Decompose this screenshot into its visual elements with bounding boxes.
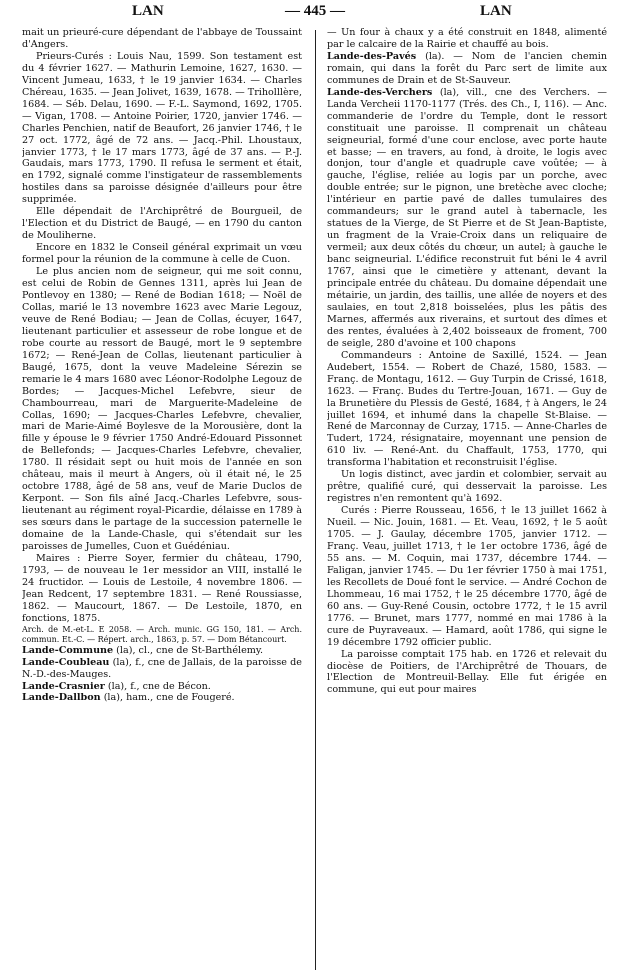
entry-headword: Lande-Dallbon <box>22 692 101 704</box>
paragraph-text: La paroisse comptait 175 hab. en 1726 et relevait du diocèse de Poitiers, de l'Archiprêtré de Thouars, de l'Election de Montreuil-Bellay. Elle fut érigée en commune, qui eut pour maires <box>327 648 607 696</box>
paragraph <box>22 266 302 553</box>
paragraph-text: Commandeurs : Antoine de Saxillé, 1524. — Jean Audebert, 1554. — Robert de Chazé, 1580, 1583. — Franç. de Montagu, 1612. — Guy Turpin de Crissé, 1618, 1623. — Franç. Budes du Tertre-Jouan, 1671. — Guy de la Brunetière du Plessis de Gesté, 1684, † à Angers, le 24 juillet 1694, et inhumé dans la chapelle St-Blaise. — René de Marconnay de Curzay, 1715. — Anne-Charles de Tudert, 1724, résignataire, moyennant une pension de 610 liv. — René-Ant. du Chaffault, 1753, 1770, qui transforma l'habitation et reconstruisit l'église. <box>327 349 607 469</box>
paragraph-text: (la), vill., cne des Verchers. — Landa Vercheii 1170-1177 (Trés. des Ch., I, 116). — Anc. commanderie de l'ordre du Temple, dont le ressort constituait une paroisse. Il comprenait un château seigneurial, formé d'une cour enclose, avec porte haute et basse; — en travers, au fond, à droite, le logis avec donjon, tour d'angle et quadruple cave voûtée; — à gauche, l'église, reliée au logis par un porche, avec double entrée; sur le pignon, une bretèche avec cloche; l'intérieur en partie pavé de dalles tumulaires des commandeurs; sur le grand autel à tabernacle, les statues de la Vierge, de St Pierre et de St Jean-Baptiste, un fragment de la Vraie-Croix dans un reliquaire de vermeil; aux deux côtés du chœur, un autel; à gauche le banc seigneurial. L'édifice reconstruit fut béni le 4 avril 1767, ainsi que le cimetière y attenant, devant la principale entrée du château. Du domaine dépendait une métairie, un jardin, des taillis, une allée de noyers et des saulaies, en tout 2,818 boisselées, plus les pâtis des Marnes, affermés aux riverains, et surtout des dîmes et des rentes, évaluées à 2,402 boisseaux de froment, 700 de seigle, 280 d'avoine et 100 chapons <box>327 86 607 349</box>
paragraph <box>22 242 302 266</box>
paragraph-text: Prieurs-Curés : Louis Nau, 1599. Son testament est du 4 février 1627. — Mathurin Lemoine, 1627, 1630. — Vincent Jumeau, 1633, † le 19 janvier 1634. — Charles Chéreau, 1635. — Jean Jolivet, 1639, 1678. — Triholllère, 1684. — Séb. Delau, 1690. — F.-L. Saymond, 1692, 1705. — Vigan, 1708. — Antoine Poirier, 1720, janvier 1746. — Charles Penchien, natif de Beaufort, 26 janvier 1746, † le 27 oct. 1772, âgé de 72 ans. — Jacq.-Phil. Lhoustaux, janvier 1773, † le 17 mars 1773, âgé de 37 ans. — P.-J. Gaudais, mars 1773, 1790. Il refusa le serment et était, en 1792, signalé comme l'instigateur de rassemblements hostiles dans sa paroisse désignée d'ailleurs pour être supprimée. <box>22 50 302 206</box>
page-number: — 445 — <box>285 3 345 19</box>
paragraph-text: (la), cl., cne de St-Barthélemy. <box>113 644 264 656</box>
paragraph <box>22 553 302 625</box>
dictionary-entry <box>327 51 607 87</box>
entry-headword: Lande-Coubleau <box>22 656 110 668</box>
paragraph-text: Un logis distinct, avec jardin et colombier, servait au prêtre, qualifié curé, qui desservait la paroisse. Les registres n'en remontent qu'à 1692. <box>327 469 607 505</box>
dictionary-entry <box>22 645 302 657</box>
entry-headword: Lande-Commune <box>22 644 114 656</box>
paragraph-text: (la), f., cne de Jallais, de la paroisse de N.-D.-des-Mauges. <box>22 656 302 680</box>
dictionary-entry <box>22 692 302 704</box>
paragraph-text: Maires : Pierre Soyer, fermier du château, 1790, 1793, — de nouveau le 1er messidor an VIII, installé le 24 fructidor. — Louis de Lestoile, 4 novembre 1806. — Jean Redcent, 17 septembre 1831. — René Roussiasse, 1862. — Maucourt, 1867. — De Lestoile, 1870, en fonctions, 1875. <box>22 552 302 624</box>
entry-headword: Lande-des-Verchers <box>327 86 433 98</box>
dictionary-entry <box>327 87 607 350</box>
paragraph <box>22 51 302 206</box>
dictionary-entry <box>22 681 302 693</box>
column-divider <box>315 30 316 970</box>
header-left: LAN <box>132 3 164 19</box>
paragraph <box>22 206 302 242</box>
entry-headword: Lande-Crasnier <box>22 680 105 692</box>
paragraph-text: (la), f., cne de Bécon. <box>104 680 211 692</box>
header-right: LAN <box>480 3 512 19</box>
paragraph <box>22 27 302 51</box>
paragraph <box>327 350 607 470</box>
paragraph-text: Encore en 1832 le Conseil général exprimait un vœu formel pour la réunion de la commune à celle de Cuon. <box>22 242 302 266</box>
paragraph-text: Arch. de M.-et-L. E 2058. — Arch. munic. GG 150, 181. — Arch. commun. Et.-C. — Répert. arch., 1863, p. 57. — Dom Bétancourt. <box>22 624 302 644</box>
paragraph-text: — Un four à chaux y a été construit en 1848, alimenté par le calcaire de la Rairie et chauffé au bois. <box>327 27 607 50</box>
paragraph <box>327 469 607 505</box>
paragraph-text: Curés : Pierre Rousseau, 1656, † le 13 juillet 1662 à Nueil. — Nic. Jouin, 1681. — Et. Veau, 1692, † le 5 août 1705. — J. Gaulay, décembre 1705, janvier 1712. — Franç. Veau, juillet 1713, † le 1er octobre 1736, âgé de 55 ans. — M. Coquin, mai 1737, décembre 1744. — Faligan, janvier 1745. — Du 1er février 1750 à mai 1751, les Recollets de Doué font le service. — André Cochon de Lhommeau, 16 mai 1752, † le 25 décembre 1770, âgé de 60 ans. — Guy-René Cousin, octobre 1772, † le 15 avril 1776. — Brunet, mars 1777, nommé en mai 1786 à la cure de Puyraveaux. — Hamard, août 1786, qui signe le 19 décembre 1792 officier public. <box>327 505 607 648</box>
paragraph-text: Elle dépendait de l'Archiprêtré de Bourgueil, de l'Election et du District de Baugé, — en 1790 du canton de Mouliherne. <box>22 206 302 242</box>
left-column <box>22 27 302 704</box>
paragraph <box>327 27 607 51</box>
paragraph <box>22 625 302 645</box>
paragraph-text: mait un prieuré-cure dépendant de l'abbaye de Toussaint d'Angers. <box>22 27 302 50</box>
running-header <box>20 3 610 24</box>
paragraph-text: Le plus ancien nom de seigneur, qui me soit connu, est celui de Robin de Gennes 1311, après lui Jean de Pontlevoy en 1380; — René de Bodian 1618; — Noël de Collas, marié le 13 novembre 1623 avec Marie Legouz, veuve de René Bodiau; — Jean de Collas, écuyer, 1647, lieutenant particulier et assesseur de robe longue et de robe courte au ressort de Baugé, mort le 9 septembre 1672; — René-Jean de Collas, lieutenant particulier à Baugé, 1675, dont la veuve Madeleine Sérezin se remarie le 4 mars 1680 avec Léonor-Rodolphe Legouz de Bordes; — Jacques-Michel Lefebvre, sieur de Chambourreau, mari de Marguerite-Madeleine de Collas, 1690; — Jacques-Charles Lefebvre, chevalier, mari de Marie-Aimé Boylesve de la Morousière, dont la fille y épouse le 9 février 1750 André-Edouard Pissonnet de Bellefonds; — Jacques-Charles Lefebvre, chevalier, 1780. Il résidait sept ou huit mois de l'année en son château, mais il meurt à Angers, où il était né, le 25 octobre 1788, âgé de 58 ans, veuf de Marie Duclos de Kerpont. — Son fils aîné Jacq.-Charles Lefebvre, sous-lieutenant au régiment royal-Picardie, délaisse en 1789 à ses sœurs dans le partage de la succession paternelle le domaine de la Lande-Chasle, qui s'étendait sur les paroisses de Jumelles, Cuon et Guédéniau. <box>22 266 302 552</box>
paragraph <box>327 649 607 697</box>
entry-headword: Lande-des-Pavés <box>327 50 417 62</box>
paragraph-text: (la), ham., cne de Fougeré. <box>100 692 235 704</box>
right-column <box>327 27 607 696</box>
dictionary-entry <box>22 657 302 681</box>
paragraph <box>327 505 607 648</box>
paragraph-text: (la). — Nom de l'ancien chemin romain, qui dans la forêt du Parc sert de limite aux communes de Drain et de St-Sauveur. <box>327 50 607 86</box>
